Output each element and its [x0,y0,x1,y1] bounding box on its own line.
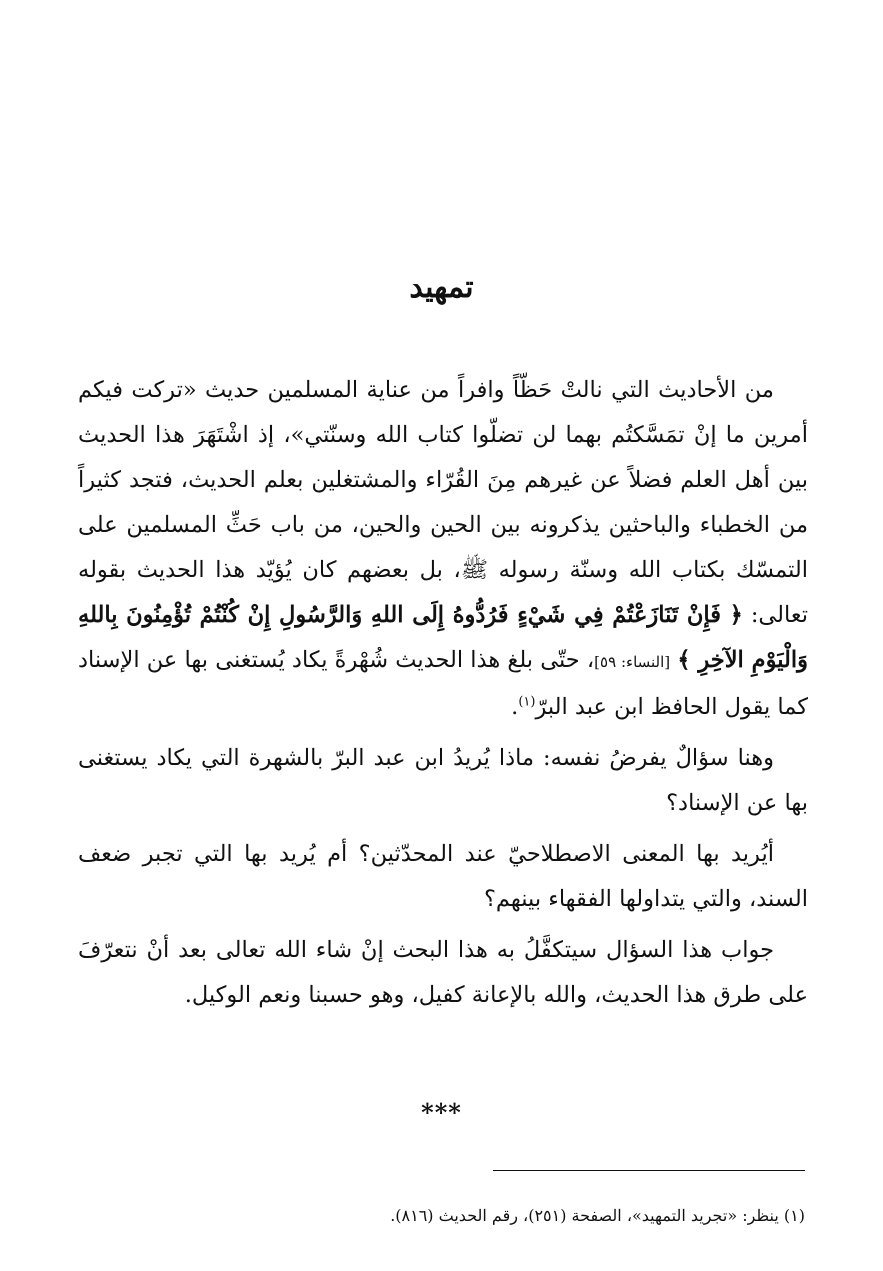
paragraph-intro [78,368,808,730]
section-separator: *** [421,1098,462,1127]
paragraph-intro-text: من الأحاديث التي نالتْ حَظّاً وافراً من عناية المسلمين حديث «تركت فيكم أمرين ما إنْ تمَسَّكتُم بهما لن تضلّوا كتاب الله وسنّتي»، إذ اشْتَهَرَ هذا الحديث بين أهل العلم فضلاً عن غيرهم مِنَ القُرّاء والمشتغلين بعلم الحديث، فتجد كثيراً من الخطباء والباحثين يذكرونه بين الحين والحين، من باب حَثِّ المسلمين على التمسّك بكتاب الله وسنّة رسوله ﷺ، بل بعضهم كان يُؤيّد هذا الحديث بقوله تعالى: [78,377,808,628]
paragraph-options: أيُريد بها المعنى الاصطلاحيّ عند المحدّثين؟ أم يُريد بها التي تجبر ضعف السند، والتي يتداولها الفقهاء بينهم؟ [78,841,808,912]
paragraph-intro-continuation: ، حتّى بلغ هذا الحديث شُهْرةً يكاد يُستغنى بها عن الإسناد كما يقول الحافظ ابن عبد البرّ [78,647,808,720]
footnote-divider [493,1170,805,1171]
verse-citation: [النساء: ٥٩] [594,653,671,671]
footnote-text: (١) ينظر: «تجريد التمهيد»، الصفحة (٢٥١)، رقم الحديث (٨١٦). [390,1206,805,1225]
paragraph-question: وهنا سؤالٌ يفرضُ نفسه: ماذا يُريدُ ابن عبد البرّ بالشهرة التي يكاد يستغنى بها عن الإسناد؟ [78,745,808,816]
paragraph-answer: جواب هذا السؤال سيتكفَّلُ به هذا البحث إنْ شاء الله تعالى بعد أنْ نتعرّفَ على طرق هذا الحديث، والله بالإعانة كفيل، وهو حسبنا ونعم الوكيل. [78,937,808,1008]
paragraph-intro-end: . [511,694,519,720]
main-text [78,368,808,1018]
quran-verse: ﴿ فَإِنْ تَنَازَعْتُمْ فِي شَيْءٍ فَرُدُّوهُ إِلَى اللهِ وَالرَّسُولِ إِنْ كُنْتُمْ تُؤْمِنُونَ بِاللهِ وَالْيَوْمِ الآخِرِ ﴾ [78,602,808,673]
page-title: تمهيد [409,270,474,305]
footnote-marker[interactable]: (١) [518,694,536,710]
